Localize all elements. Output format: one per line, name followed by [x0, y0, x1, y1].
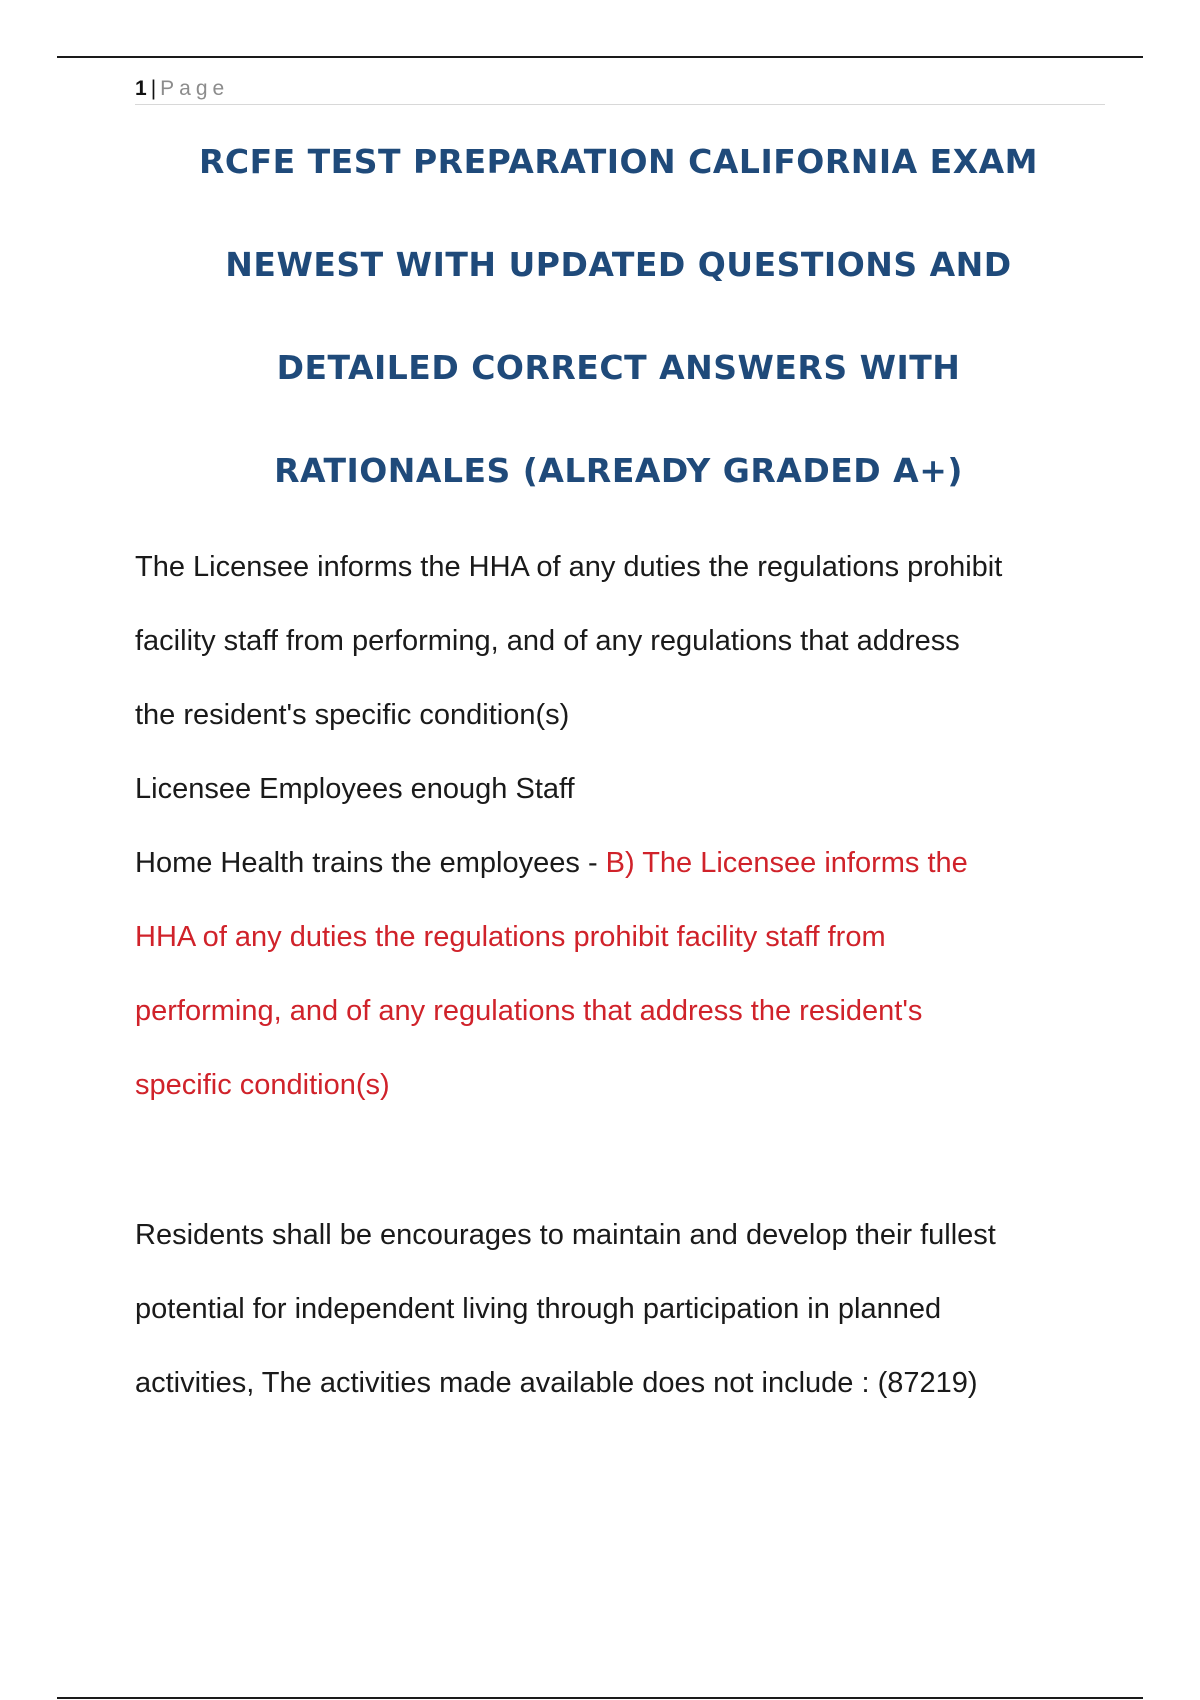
title-line: NEWEST WITH UPDATED QUESTIONS AND	[225, 245, 1012, 284]
page-label: Page	[160, 77, 230, 100]
bottom-rule	[57, 1697, 1143, 1699]
question-option-line: Licensee Employees enough Staff	[135, 773, 575, 805]
title-line: RATIONALES (ALREADY GRADED A+)	[274, 451, 963, 490]
question-1	[135, 530, 1115, 1122]
option-text: Home Health trains the employees -	[135, 847, 606, 879]
question-2	[135, 1198, 1115, 1420]
answer-line: specific condition(s)	[135, 1069, 390, 1101]
answer-line: HHA of any duties the regulations prohibit facility staff from	[135, 921, 886, 953]
question-text-line: potential for independent living through participation in planned	[135, 1293, 942, 1325]
question-text-line: Residents shall be encourages to maintain and develop their fullest	[135, 1219, 996, 1251]
paragraph-gap	[135, 1122, 1115, 1198]
page-number: 1	[135, 77, 147, 100]
document-body	[135, 530, 1115, 1420]
page-header	[135, 74, 1105, 105]
answer-line: performing, and of any regulations that address the resident's	[135, 995, 923, 1027]
title-line: DETAILED CORRECT ANSWERS WITH	[276, 348, 961, 387]
answer-text: B) The Licensee informs the	[605, 847, 968, 879]
top-rule	[57, 56, 1143, 58]
question-text-line: activities, The activities made available does not include : (87219)	[135, 1367, 978, 1399]
page-separator: |	[150, 77, 157, 100]
question-text-line: facility staff from performing, and of any regulations that address	[135, 625, 960, 657]
document-title	[100, 110, 1137, 522]
option-with-answer-line	[135, 826, 1115, 900]
title-line: RCFE TEST PREPARATION CALIFORNIA EXAM	[198, 142, 1039, 181]
question-text-line: The Licensee informs the HHA of any duties the regulations prohibit	[135, 551, 1003, 583]
question-text-line: the resident's specific condition(s)	[135, 699, 570, 731]
